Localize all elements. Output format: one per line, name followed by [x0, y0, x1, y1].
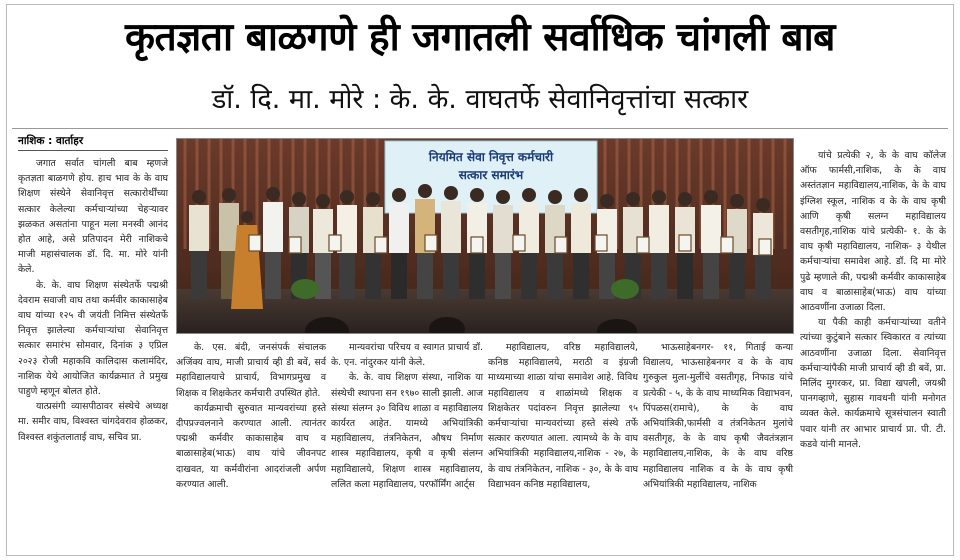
- paragraph: के. के. वाघ शिक्षण संस्था, नाशिक या संस्थेची स्थापना सन १९७० साली झाली. आज संस्था संलग्न ३० विविध शाळा व महाविद्यालय कार्यरत आहेत. यामध्ये अभियांत्रिकी महाविद्यालय, तंत्रनिकेतन, औषध निर्माण शास्त्र महाविद्यालय, कृषी व कृषी संलग्न महाविद्यालये, शिक्षण शास्त्र महाविद्यालय, ललित कला महाविद्यालय, परफॉर्मिंग आर्ट्स: [331, 372, 484, 490]
- event-photo: [176, 138, 794, 334]
- paragraph: यांचे प्रत्येकी २, के के वाघ कॉलेज ऑफ फार्मसी,नाशिक, के के वाघ अस्तंतज्ञान महाविद्यालय,नाशिक, के के वाघ इंग्लिश स्कूल, नाशिक व के के वाघ कृषी आणि कृषी सलग्न महाविद्यालय वसतीगृह,नाशिक यांचे प्रत्येकी- १. के के वाघ कृषी महाविद्यालय, नाशिक- ३ येथील कर्मचाऱ्यांचा समावेश आहे. डॉ. दि मा मोरे पुढे म्हणाले की, पद्मश्री कर्मवीर काकासाहेब वाघ व बाळासाहेब(भाऊ) वाघ यांच्या आठवणींना उजाळा दिला.: [800, 150, 946, 314]
- headline: कृतज्ञता बाळगणे ही जगातली सर्वाधिक चांगली बाब: [125, 15, 835, 60]
- banner-line-2: सत्कार समारंभ: [458, 168, 524, 182]
- paragraph: महाविद्यालय, वरिष्ठ महाविद्यालये, कनिष्ठ महाविद्यालये, मराठी व इंग्रजी माध्यमाच्या शाळा यांचा समावेश आहे. विविध महाविद्यालय व शाळांमध्ये शिक्षक व शिक्षकेतर पदांवरुन निवृत्त झालेल्या ९५ कर्मचाऱ्यांचा मान्यवरांच्या हस्ते संस्थे तर्फे सत्कार करण्यात आला. त्यामध्ये के के वाघ अभियांत्रिकी महाविद्यालय,नाशिक - २७, के के वाघ तंत्रनिकेतन, नाशिक - ३०, के के वाघ विद्याभवन कनिष्ठ महाविद्यालय,: [488, 342, 638, 490]
- subheadline: डॉ. दि. मा. मोरे : के. के. वाघतर्फे सेवानिवृत्तांचा सत्कार: [211, 84, 749, 115]
- article-column-5: [643, 340, 793, 492]
- paragraph: के. एस. बंदी, जनसंपर्क संचालक अजिंक्य वाघ, माजी प्राचार्य व्ही डी बवें, सर्व महाविद्यालयाचे प्राचार्य, विभागप्रमुख व शिक्षक व शिक्षकेतर कर्मचारी उपस्थित होते.: [176, 342, 326, 399]
- dateline: नाशिक : वार्ताहर: [18, 135, 84, 147]
- paragraph: जगात सर्वात चांगली बाब म्हणजे कृतज्ञता बाळगणे होय. हाच भाव के के वाघ शिक्षण संस्थेने सेवानिवृत्त सत्कारोर्थींच्या सत्कार केलेल्या कर्मचाऱ्यांच्या चेहऱ्यावर झळकत असतांना पाहून मला मनस्वी आनंद होत आहे, असे प्रतिपादन मेरी नाशिकचे माजी महासंचालक डॉ. दि. मा. मोरे यांनी केले.: [18, 158, 168, 276]
- paragraph: भाऊसाहेबनगर- ११, गिताई कन्या विद्यालय, भाऊसाहेबनगर व के के वाघ गुरुकुल मुला-मुलींचे वसतीगृह, निफाड यांचे प्रत्येकी - ५, के के वाघ माध्यमिक विद्याभवन, पिंपळस(रामाचे), के के वाघ अभियांत्रिकी,फार्मसी व तंत्रनिकेतन मुलांचे वसतीगृह, के के वाघ कृषी जैवतंत्रज्ञान महाविद्यालय,नाशिक, के के वाघ वरिष्ठ महाविद्यालय नाशिक व के के वाघ कृषी अभियांत्रिकी महाविद्यालय, नाशिक: [643, 342, 793, 490]
- paragraph: या पैकी काही कर्मचाऱ्यांच्या वतीने त्यांच्या कुटुंबाने सत्कार स्विकारत व त्यांच्या आठवणींना उजाळा दिला. सेवानिवृत्त कर्मचाऱ्यांपैकी माजी प्राचार्य व्ही डी बवें, प्रा. मिलिंद मुगरकर, प्रा. विद्या खपली, जयश्री पानगव्हाणे, सुहास गावधनी यांनी मनोगत व्यक्त केले. कार्यक्रमाचे सूत्रसंचालन स्वाती पवार यांनी तर आभार प्राचार्य प्रा. पी. टी. कडवे यांनी मानले.: [800, 317, 946, 450]
- ceremony-photo-illustration: [177, 139, 793, 333]
- paragraph: यात्प्रसंगी व्यासपीठावर संस्थेचे अध्यक्ष मा. समीर वाघ, विश्वस्त चांगदेवराव होळकर, विश्वस्त शकुंतलाताई वाघ, सचिव प्रा.: [18, 401, 168, 443]
- article-column-3: [331, 340, 483, 492]
- divider-rule: [12, 128, 948, 129]
- paragraph: के. के. वाघ शिक्षण संस्थेतर्फे पद्मश्री देवराम सवाजी वाघ तथा कर्मवीर काकासाहेब वाघ यांच्या १२५ वी जयंती निमित्त संस्थेतर्फे निवृत्त झालेल्या कर्मचाऱ्यांचा सेवानिवृत्त सत्कार समारंभ सोमवार, दिनांक ३ एप्रिल २०२३ रोजी महाकवि कालिदास कलामंदिर, नाशिक येथे आयोजित कार्यक्रमात ते प्रमुख पाहुणे म्हणून बोलत होते.: [18, 279, 168, 398]
- article-column-4: [488, 340, 638, 492]
- dateline-rule: [18, 150, 168, 151]
- paragraph: कार्यक्रमाची सुरुवात मान्यवरांच्या हस्ते दीपप्रज्वलनाने करण्यात आली. त्यानंतर पद्मश्री कर्मवीर काकासाहेब वाघ व बाळासाहेब(भाऊ) वाघ यांचे जीवनपट दाखवत, या कर्मवीरांना आदरांजली अर्पण करण्यात आली.: [176, 402, 326, 490]
- banner-line-1: नियमित सेवा निवृत्त कर्मचारी: [428, 150, 554, 164]
- article-column-2: [176, 340, 326, 492]
- paragraph: मान्यवरांचा परिचय व स्वागत प्राचार्य डॉ. के. एन. नांदुरकर यांनी केले.: [331, 342, 483, 369]
- article-column-1: [18, 156, 168, 445]
- article-column-6: [800, 148, 946, 452]
